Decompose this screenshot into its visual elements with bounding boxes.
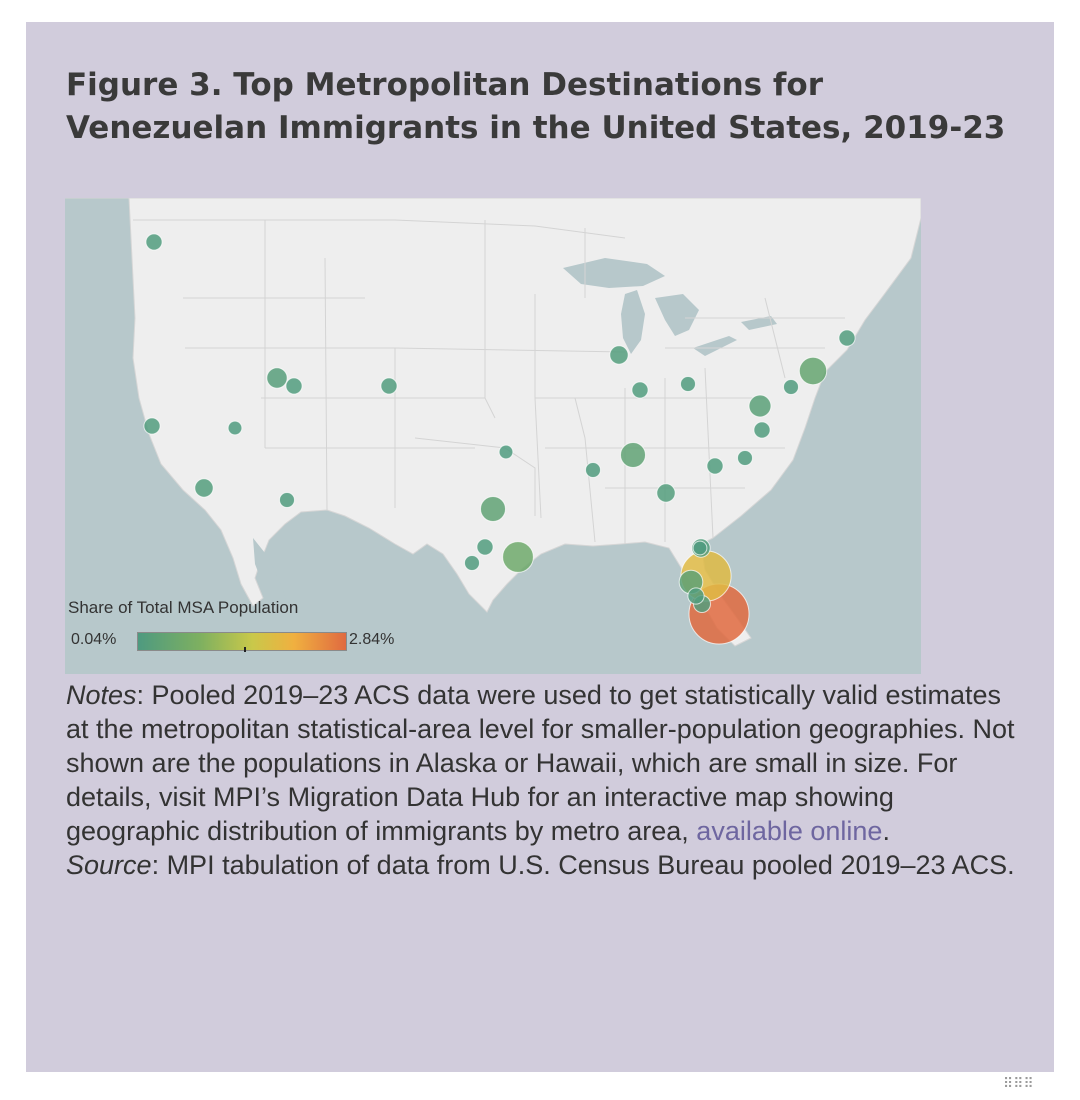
metro-bubble-los-angeles-ca[interactable] <box>195 479 213 497</box>
legend-max-label: 2.84% <box>349 631 395 648</box>
metro-bubble-richmond-va[interactable] <box>738 451 753 466</box>
metro-bubble-phoenix-az[interactable] <box>280 493 295 508</box>
metro-bubble-san-antonio-tx[interactable] <box>465 556 480 571</box>
metro-bubble-columbus-oh[interactable] <box>681 377 696 392</box>
metro-bubble-austin-tx[interactable] <box>477 539 493 555</box>
metro-bubble-ogden-ut[interactable] <box>286 378 302 394</box>
legend-tick-mark <box>244 647 246 652</box>
metro-bubble-new-york-ny[interactable] <box>799 357 826 384</box>
metro-bubble-nashville-tn[interactable] <box>586 463 601 478</box>
metro-map[interactable] <box>65 198 921 674</box>
metro-bubble-atlanta-ga[interactable] <box>621 443 646 468</box>
metro-bubble-raleigh-nc[interactable] <box>707 458 723 474</box>
source-label: Source <box>66 850 152 880</box>
metro-bubble-salt-lake-city-ut[interactable] <box>267 368 287 388</box>
figure-panel <box>26 22 1054 1072</box>
notes-period: . <box>882 816 890 846</box>
metro-bubble-sacramento-ca[interactable] <box>228 421 242 435</box>
metro-bubble-chicago-il[interactable] <box>610 346 628 364</box>
legend-title: Share of Total MSA Population <box>68 598 299 617</box>
source-text: : MPI tabulation of data from U.S. Census Bureau pooled 2019–23 ACS. <box>151 850 1015 880</box>
metro-bubble-seattle-wa[interactable] <box>146 234 162 250</box>
legend-color-scale <box>137 632 347 651</box>
metro-bubble-memphis-tn[interactable] <box>693 541 707 555</box>
notes-label: Notes <box>66 680 137 710</box>
land-area <box>65 198 921 646</box>
metro-bubble-houston-tx[interactable] <box>503 542 534 573</box>
metro-bubble-charlotte-nc[interactable] <box>657 484 675 502</box>
metro-bubble-denver-co[interactable] <box>381 378 397 394</box>
metro-bubble-san-francisco-bay-area-ca[interactable] <box>144 418 160 434</box>
metro-bubble-sarasota-fl[interactable] <box>688 588 704 604</box>
metro-bubble-philadelphia-pa[interactable] <box>754 422 770 438</box>
metro-bubble-baltimore-md[interactable] <box>784 380 799 395</box>
legend-min-label: 0.04% <box>71 631 117 648</box>
available-online-link[interactable]: available online <box>696 816 883 846</box>
figure-title: Figure 3. Top Metropolitan Destinations for Venezuelan Immigrants in the United States, 2019-23 <box>66 67 1006 146</box>
metro-bubble-dallas-fort-worth-tx[interactable] <box>481 497 506 522</box>
metro-bubble-tulsa-ok[interactable] <box>499 445 513 459</box>
notes-paragraph <box>66 678 1026 882</box>
corner-watermark: ⠿⠿⠿ <box>1003 1076 1034 1092</box>
metro-bubble-boston-ma[interactable] <box>839 330 855 346</box>
notes-text: : Pooled 2019–23 ACS data were used to get statistically valid estimates at the metropolitan statistical-area level for smaller-population geographies. Not shown are the populations in Alaska or Hawaii, which are small in size. For details, visit MPI’s Migration Data Hub for an interactive map showing geographic distribution of immigrants by metro area, <box>66 680 1015 846</box>
metro-bubble-indianapolis-in[interactable] <box>632 382 648 398</box>
metro-bubble-washington-dc[interactable] <box>749 395 771 417</box>
